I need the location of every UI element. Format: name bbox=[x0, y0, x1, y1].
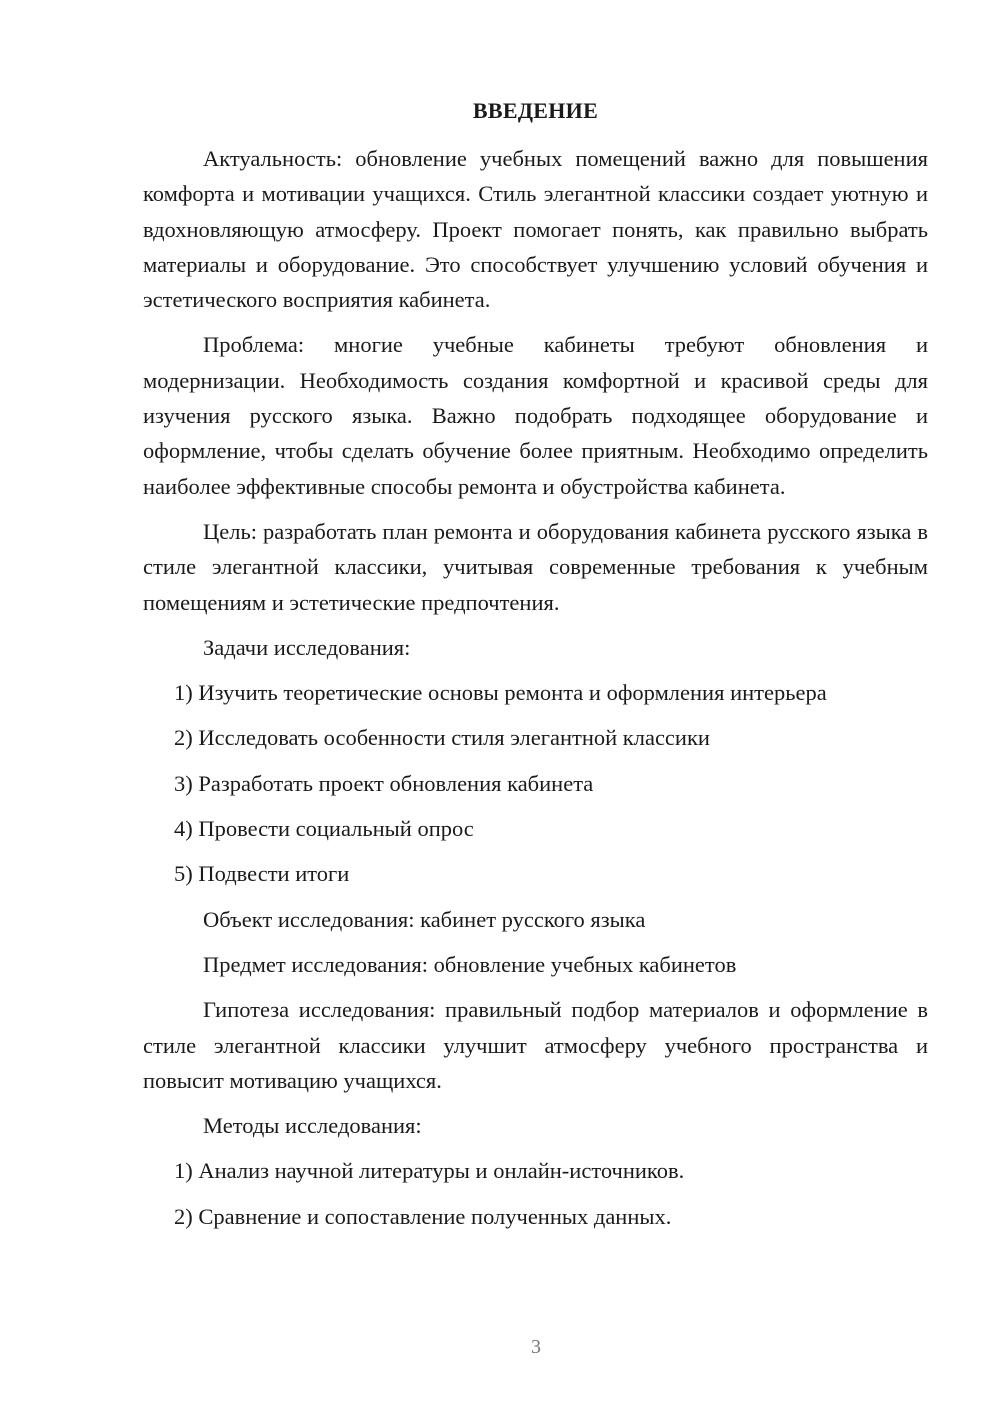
page-title: ВВЕДЕНИЕ bbox=[472, 98, 599, 123]
hypothesis-paragraph: Гипотеза исследования: правильный подбор материалов и оформление в стиле элегантной классики улучшит атмосферу учебного пространства и повысит мотивацию учащихся. bbox=[143, 997, 928, 1093]
page-number: 3 bbox=[531, 1336, 541, 1358]
relevance-paragraph: Актуальность: обновление учебных помещений важно для повышения комфорта и мотивации учащихся. Стиль элегантной классики создает уютную и вдохновляющую атмосферу. Проект помогает понять, как правильно выбрать материалы и оборудование. Это способствует улучшению условий обучения и эстетического восприятия кабинета. bbox=[143, 146, 928, 313]
task-item: 1) Изучить теоретические основы ремонта и оформления интерьера bbox=[174, 680, 827, 706]
research-subject: Предмет исследования: обновление учебных кабинетов bbox=[203, 951, 737, 977]
tasks-heading: Задачи исследования: bbox=[203, 634, 411, 660]
research-object: Объект исследования: кабинет русского языка bbox=[203, 906, 646, 932]
method-item: 1) Анализ научной литературы и онлайн-источников. bbox=[174, 1158, 685, 1184]
task-item: 2) Исследовать особенности стиля элегантной классики bbox=[174, 725, 710, 751]
task-item: 5) Подвести итоги bbox=[174, 861, 350, 887]
document-body bbox=[143, 141, 928, 1244]
methods-heading: Методы исследования: bbox=[203, 1113, 422, 1139]
problem-paragraph: Проблема: многие учебные кабинеты требуют обновления и модернизации. Необходимость создания комфортной и красивой среды для изучения русского языка. Важно подобрать подходящее оборудование и оформление, чтобы сделать обучение более приятным. Необходимо определить наиболее эффективные способы ремонта и обустройства кабинета. bbox=[143, 332, 928, 499]
method-item: 2) Сравнение и сопоставление полученных данных. bbox=[174, 1203, 672, 1229]
goal-paragraph: Цель: разработать план ремонта и оборудования кабинета русского языка в стиле элегантной классики, учитывая современные требования к учебным помещениям и эстетические предпочтения. bbox=[143, 518, 928, 615]
task-item: 3) Разработать проект обновления кабинета bbox=[174, 770, 594, 796]
task-item: 4) Провести социальный опрос bbox=[174, 816, 474, 842]
